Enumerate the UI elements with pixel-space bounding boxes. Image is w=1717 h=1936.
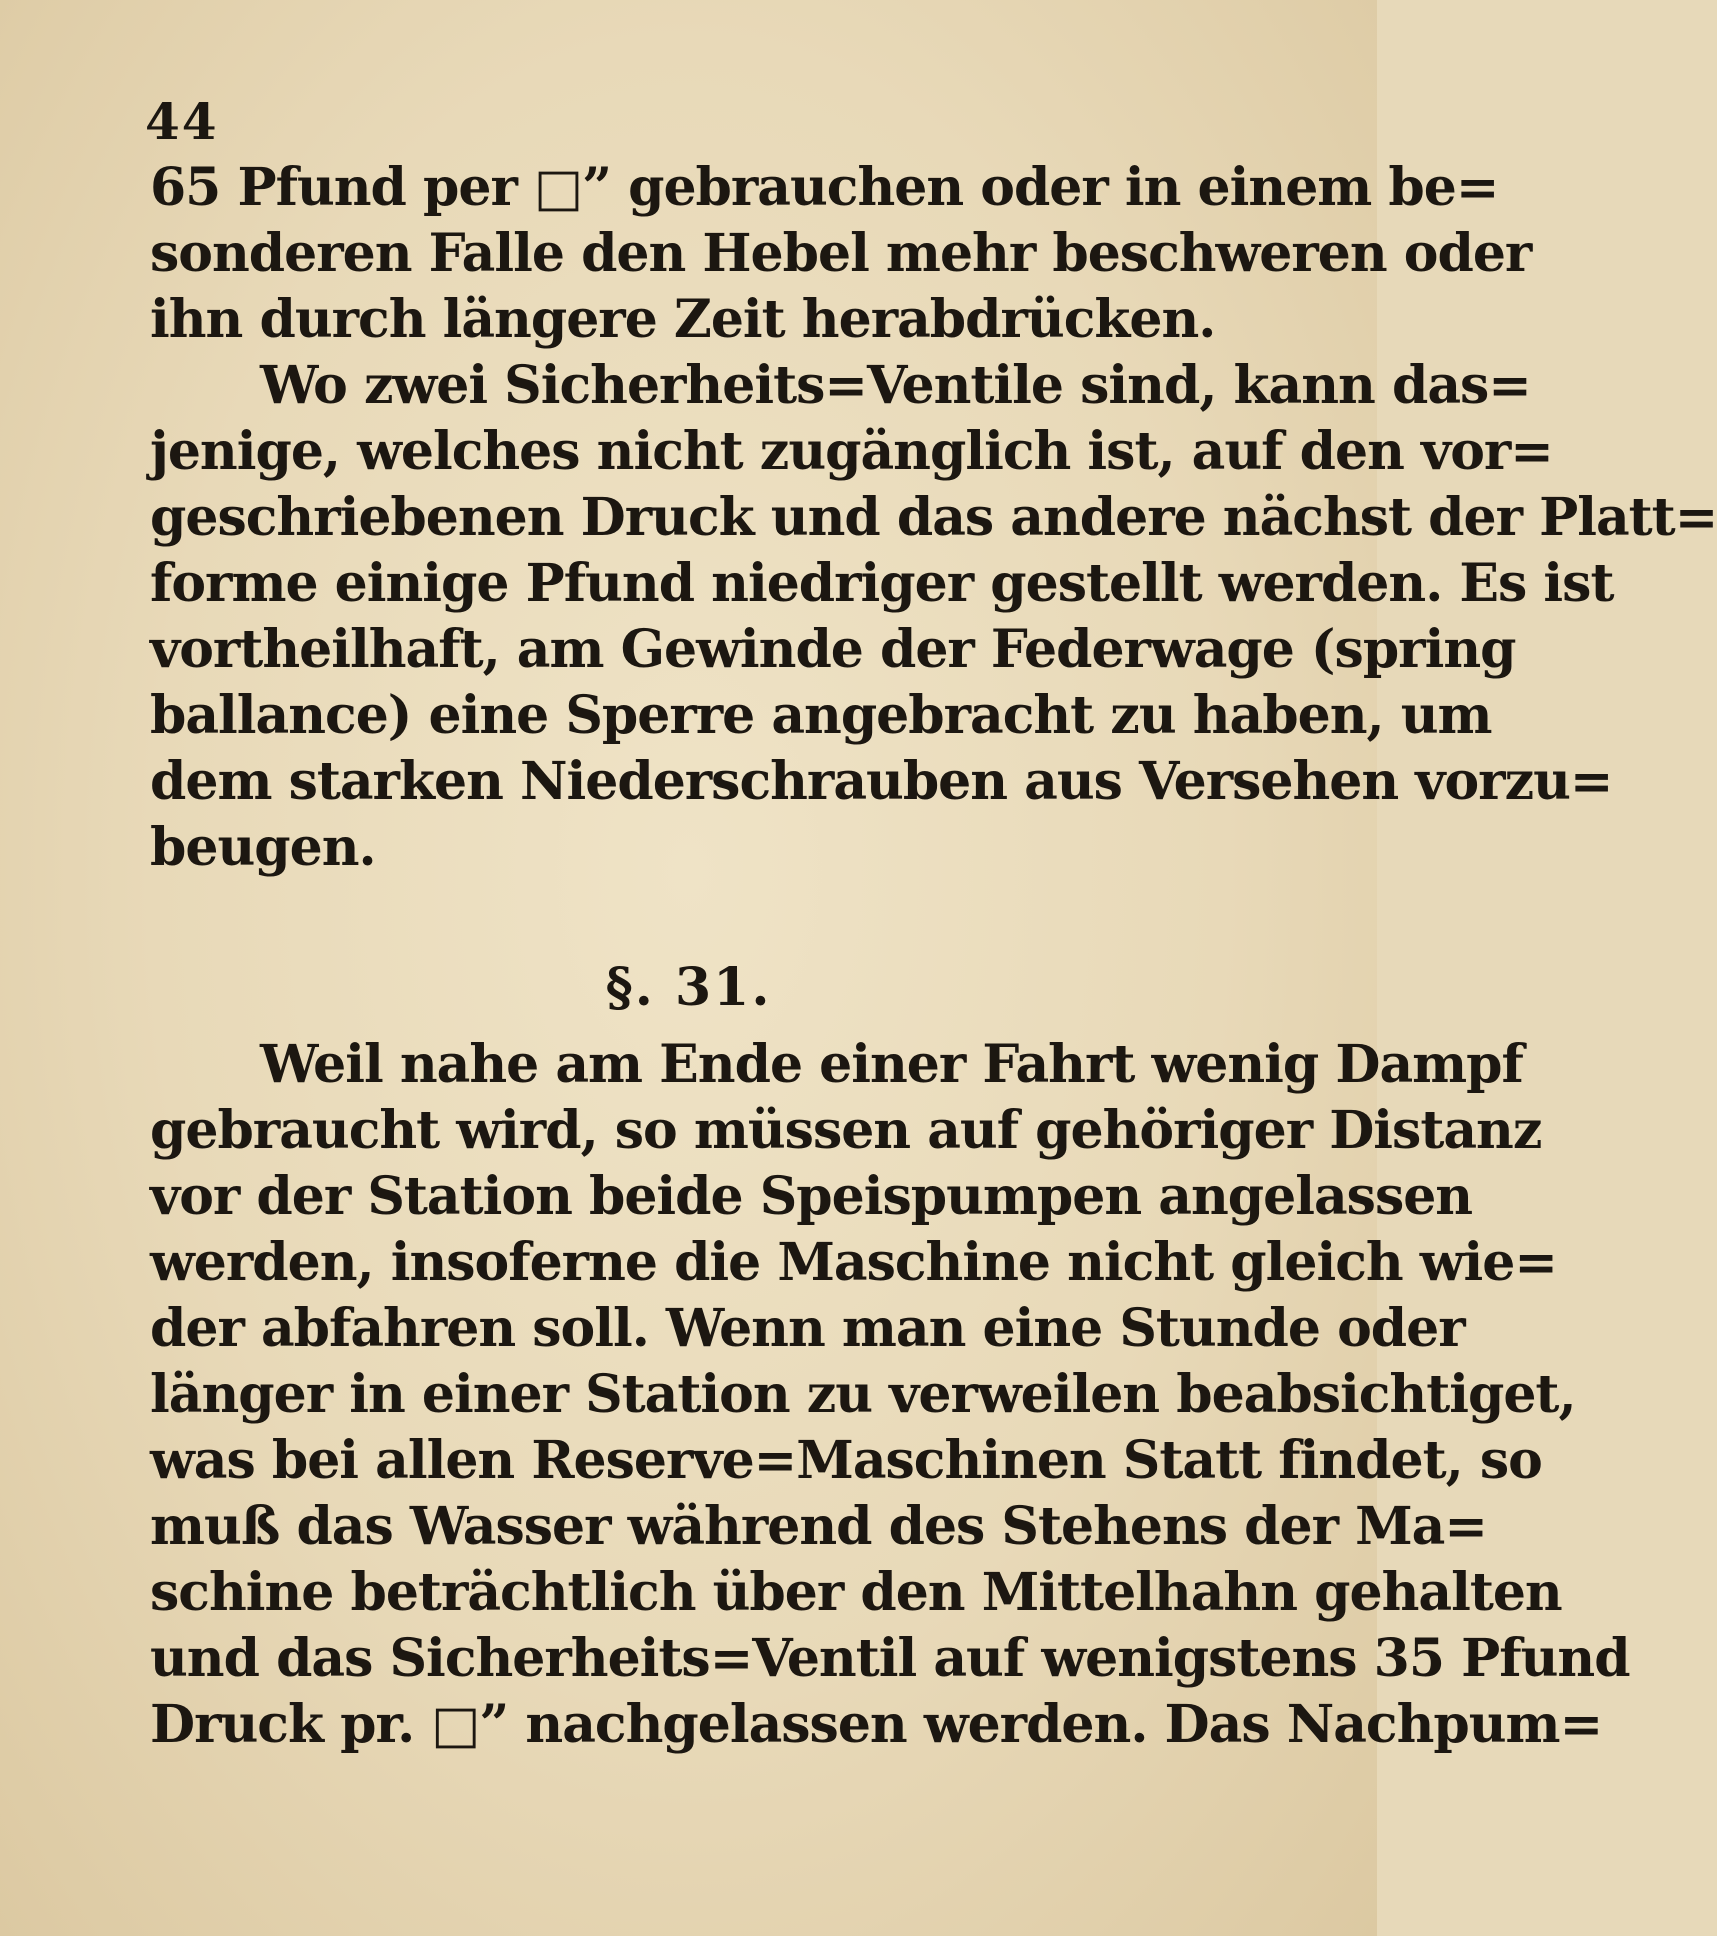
- text-line: der abfahren soll. Wenn man eine Stunde oder: [150, 1298, 1465, 1359]
- text-line: dem starken Niederschrauben aus Versehen vorzu=: [150, 751, 1613, 812]
- text-line: muß das Wasser während des Stehens der Ma=: [150, 1496, 1487, 1557]
- text-line: jenige, welches nicht zugänglich ist, auf den vor=: [150, 421, 1553, 482]
- text-line: sonderen Falle den Hebel mehr beschweren oder: [150, 223, 1532, 284]
- section-heading: §. 31.: [605, 957, 772, 1018]
- text-line: länger in einer Station zu verweilen beabsichtiget,: [150, 1364, 1576, 1425]
- text-line: vor der Station beide Speispumpen angelassen: [150, 1166, 1473, 1227]
- text-line: vortheilhaft, am Gewinde der Federwage (spring: [150, 619, 1516, 680]
- text-line: und das Sicherheits=Ventil auf wenigstens 35 Pfund: [150, 1628, 1630, 1689]
- text-line: forme einige Pfund niedriger gestellt werden. Es ist: [150, 553, 1614, 614]
- text-line: beugen.: [150, 817, 376, 878]
- text-line: ihn durch längere Zeit herabdrücken.: [150, 289, 1216, 350]
- text-line: geschriebenen Druck und das andere nächst der Platt=: [150, 487, 1717, 548]
- text-line: ballance) eine Sperre angebracht zu haben, um: [150, 685, 1492, 746]
- text-line: gebraucht wird, so müssen auf gehöriger Distanz: [150, 1100, 1542, 1161]
- text-line: 65 Pfund per □” gebrauchen oder in einem be=: [150, 157, 1499, 218]
- text-line: Weil nahe am Ende einer Fahrt wenig Dampf: [260, 1034, 1523, 1095]
- text-line: Wo zwei Sicherheits=Ventile sind, kann das=: [260, 355, 1531, 416]
- page-number: 44: [145, 92, 219, 151]
- text-line: Druck pr. □” nachgelassen werden. Das Nachpum=: [150, 1694, 1603, 1755]
- text-line: werden, insoferne die Maschine nicht gleich wie=: [150, 1232, 1557, 1293]
- text-line: was bei allen Reserve=Maschinen Statt findet, so: [150, 1430, 1542, 1491]
- text-line: schine beträchtlich über den Mittelhahn gehalten: [150, 1562, 1562, 1623]
